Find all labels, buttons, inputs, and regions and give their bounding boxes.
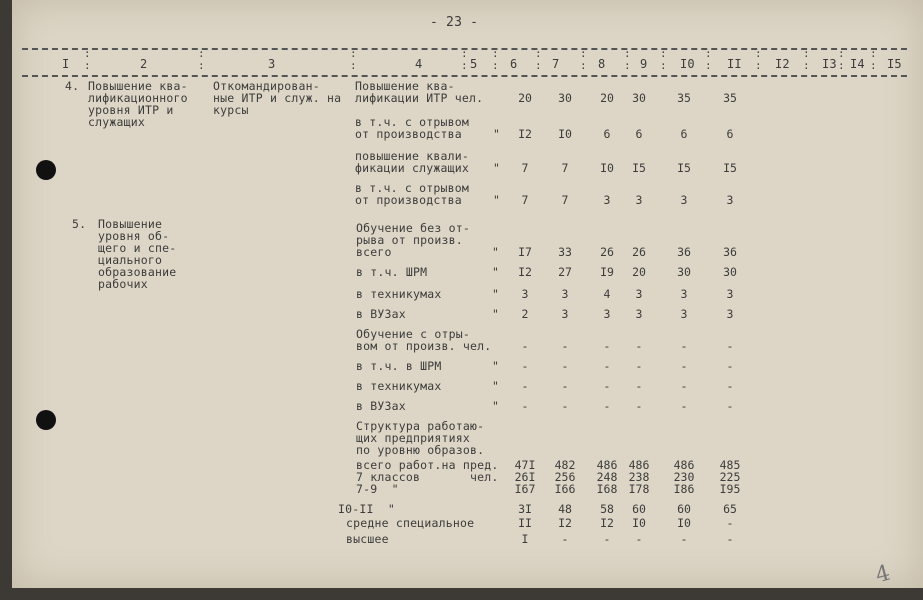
table-cell: - [726,359,734,373]
header-col-4: 4 [415,57,423,71]
table-cell: I67 [514,482,536,496]
header-col-11: II [727,57,742,71]
row-label: вом от произв. чел. [356,339,492,353]
section-title: щего и спе- [98,241,177,255]
table-cell: - [726,516,734,530]
row-label: в т.ч. с отрывом [355,115,469,129]
table-cell: 6 [635,127,643,141]
table-cell: 7 [561,193,569,207]
table-cell: 26 [632,245,646,259]
row-label: I0-II " [338,502,395,516]
table-cell: - [680,379,688,393]
table-cell: - [635,399,643,413]
row-label: рыва от произв. [356,233,463,247]
table-cell: 30 [558,91,572,105]
table-cell: - [521,379,529,393]
header-separator: : : [492,47,499,72]
table-cell: I [521,532,529,546]
table-cell: 3I [518,502,532,516]
table-cell: - [603,379,611,393]
table-cell: 30 [632,91,646,105]
row-label: 7 классов чел. [356,470,499,484]
table-cell: - [635,379,643,393]
table-cell: 48 [558,502,572,516]
section-title: Повышение [98,217,163,231]
table-cell: I5 [677,161,691,175]
table-cell: 4 [603,287,611,301]
row-label: щих предприятиях [356,431,470,445]
table-cell: 7 [561,161,569,175]
header-col-12: I2 [775,57,790,71]
table-cell: 225 [719,470,741,484]
row-label: в т.ч. с отрывом [355,181,469,195]
table-cell: I66 [554,482,576,496]
header-col-5: 5 [470,57,478,71]
section-title: лификационного [88,91,188,105]
row-label: в техникумах [356,379,442,393]
header-separator: : : [755,47,762,72]
table-cell: 238 [628,470,650,484]
table-cell: 47I [514,458,536,472]
section-number: 5. [72,217,87,231]
table-cell: 486 [596,458,618,472]
table-cell: I2 [518,127,532,141]
table-cell: 7 [521,161,529,175]
table-cell: 26 [600,245,614,259]
ditto-mark: " [492,265,500,279]
table-cell: I5 [723,161,737,175]
row-label: Обучение без от- [356,221,470,235]
header-separator: : : [84,47,91,72]
ditto-mark: " [492,287,500,301]
table-cell: 20 [600,91,614,105]
row-label: высшее [346,532,389,546]
ditto-mark: " [492,307,500,321]
table-cell: I2 [600,516,614,530]
table-cell: I0 [632,516,646,530]
table-cell: 3 [680,287,688,301]
table-cell: - [561,532,569,546]
table-cell: 3 [680,307,688,321]
table-cell: 3 [635,287,643,301]
page-number: - 23 - [430,15,479,30]
table-cell: - [603,399,611,413]
table-cell: - [680,359,688,373]
row-label: от производства [355,127,462,141]
header-col-15: I5 [887,57,902,71]
row-label: 7-9 " [356,482,399,496]
table-cell: - [561,379,569,393]
table-cell: 6 [726,127,734,141]
table-cell: 65 [723,502,737,516]
section-title: циального [98,253,163,267]
section-title: образование [98,265,177,279]
section-title: уровня ИТР и [88,103,174,117]
table-cell: 2 [521,307,529,321]
header-separator: : : [580,47,587,72]
row-label: Структура работаю- [356,419,485,433]
table-cell: - [726,339,734,353]
table-cell: 35 [677,91,691,105]
table-cell: I95 [719,482,741,496]
table-cell: 35 [723,91,737,105]
header-col-6: 6 [510,57,518,71]
table-cell: 486 [673,458,695,472]
header-separator: : : [535,47,542,72]
pencil-mark: 4 [873,560,893,589]
table-cell: - [521,359,529,373]
table-cell: I2 [558,516,572,530]
row-label: фикации служащих [355,161,469,175]
row-label: в ВУЗах [356,399,406,413]
table-cell: I0 [558,127,572,141]
table-cell: I0 [600,161,614,175]
table-cell: 36 [723,245,737,259]
table-cell: 3 [726,307,734,321]
header-col-14: I4 [850,57,865,71]
table-cell: I9 [600,265,614,279]
ditto-mark: " [492,359,500,373]
ditto-mark: " [493,127,501,141]
table-cell: 6 [603,127,611,141]
row-label: Повышение ква- [355,79,455,93]
measure-text: Откомандирован- [213,79,320,93]
table-cell: 7 [521,193,529,207]
row-label: в т.ч. в ШРМ [356,359,442,373]
table-cell: 30 [677,265,691,279]
table-cell: 27 [558,265,572,279]
table-cell: - [561,399,569,413]
section-number: 4. [65,79,80,93]
table-cell: 3 [635,307,643,321]
scan-bottom-edge [0,588,923,600]
row-label: лификации ИТР чел. [355,91,484,105]
table-cell: - [680,399,688,413]
table-cell: 30 [723,265,737,279]
table-cell: 33 [558,245,572,259]
table-cell: 3 [603,193,611,207]
header-separator: : : [350,47,357,72]
header-separator: : : [461,47,468,72]
table-cell: - [603,339,611,353]
header-rule-bottom [22,75,907,77]
header-col-9: 9 [640,57,648,71]
table-cell: - [635,532,643,546]
table-cell: 6 [680,127,688,141]
row-label: всего [356,245,392,259]
row-label: повышение квали- [355,149,469,163]
header-col-2: 2 [140,57,148,71]
section-title: уровня об- [98,229,170,243]
section-title: служащих [88,115,145,129]
table-cell: 60 [677,502,691,516]
table-cell: 3 [521,287,529,301]
header-separator: : : [705,47,712,72]
ditto-mark: " [492,399,500,413]
table-cell: 230 [673,470,695,484]
table-cell: I86 [673,482,695,496]
scan-left-edge [0,0,12,600]
table-cell: 3 [603,307,611,321]
punch-hole-top [36,160,56,180]
header-separator: : : [838,47,845,72]
header-col-7: 7 [552,57,560,71]
table-cell: 26I [514,470,536,484]
header-separator: : : [803,47,810,72]
table-cell: 482 [554,458,576,472]
header-separator: : : [660,47,667,72]
header-col-10: I0 [680,57,695,71]
table-cell: 58 [600,502,614,516]
table-cell: 20 [518,91,532,105]
table-cell: - [603,532,611,546]
row-label: средне специальное [346,516,475,530]
table-cell: - [521,399,529,413]
table-cell: - [726,399,734,413]
row-label: всего работ.на пред. [356,458,499,472]
ditto-mark: " [493,161,501,175]
table-cell: 3 [726,287,734,301]
table-cell: I5 [632,161,646,175]
table-cell: 3 [561,307,569,321]
table-cell: 20 [632,265,646,279]
table-cell: - [726,379,734,393]
ditto-mark: " [492,245,500,259]
table-cell: 36 [677,245,691,259]
row-label: в т.ч. ШРМ [356,265,428,279]
measure-text: курсы [213,103,249,117]
punch-hole-bottom [36,410,56,430]
table-cell: 3 [680,193,688,207]
table-cell: 256 [554,470,576,484]
table-cell: 3 [635,193,643,207]
table-cell: 486 [628,458,650,472]
ditto-mark: " [493,193,501,207]
table-cell: - [635,339,643,353]
table-cell: I0 [677,516,691,530]
header-separator: : : [870,47,877,72]
row-label: в техникумах [356,287,442,301]
row-label: от производства [355,193,462,207]
row-label: Обучение с отры- [356,327,470,341]
header-separator: : : [624,47,631,72]
table-cell: - [680,339,688,353]
table-cell: - [726,532,734,546]
table-cell: - [561,359,569,373]
table-cell: 60 [632,502,646,516]
header-col-8: 8 [598,57,606,71]
table-cell: 3 [561,287,569,301]
section-title: рабочих [98,277,148,291]
table-cell: II [518,516,532,530]
table-cell: I78 [628,482,650,496]
table-cell: - [561,339,569,353]
header-separator: : : [198,47,205,72]
table-cell: - [521,339,529,353]
table-cell: - [635,359,643,373]
table-cell: I7 [518,245,532,259]
header-col-1: I [62,57,70,71]
table-cell: I68 [596,482,618,496]
table-cell: - [603,359,611,373]
row-label: в ВУЗах [356,307,406,321]
header-col-3: 3 [268,57,276,71]
measure-text: ные ИТР и служ. на [213,91,342,105]
table-cell: 485 [719,458,741,472]
header-col-13: I3 [822,57,837,71]
section-title: Повышение ква- [88,79,188,93]
table-cell: 3 [726,193,734,207]
ditto-mark: " [492,379,500,393]
row-label: по уровню образов. [356,443,485,457]
table-cell: - [680,532,688,546]
table-cell: I2 [518,265,532,279]
table-cell: 248 [596,470,618,484]
